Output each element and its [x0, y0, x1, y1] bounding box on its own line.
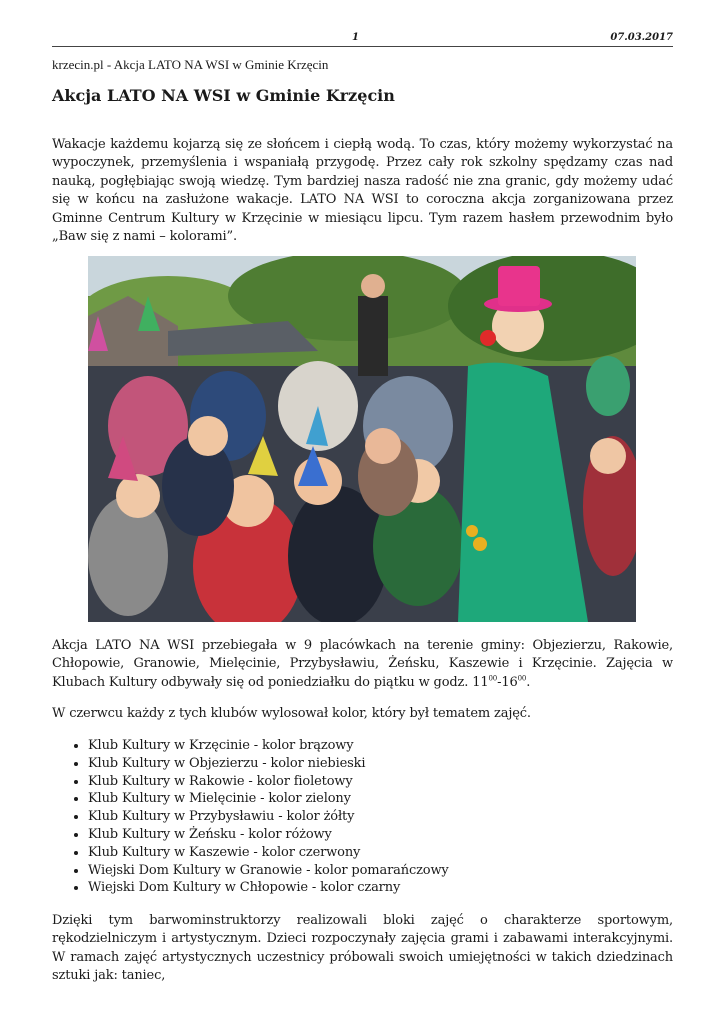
list-item: • Klub Kultury w Żeńsku - kolor różowy [88, 826, 449, 844]
intro-paragraph: Wakacje każdemu kojarzą się ze słońcem i ciepłą wodą. To czas, który możemy wykorzystać na wypoczynek, przemyślenia i wspaniałą przygodę. Przez cały rok szkolny spędzamy czas nad nauką, pogłębiając swoją wiedzę. Tym bardziej nasza radość nie zna granic, gdy możemy udać się w końcu na zasłużone wakacje. LATO NA WSI to coroczna akcja zorganizowana przez Gminne Centrum Kultury w Krzęcinie w miesiącu lipcu. Tym razem hasłem przewodnim było „Baw się z nami – kolorami”. [52, 137, 673, 245]
locations-text: Akcja LATO NA WSI przebiegała w 9 placówkach na terenie gminy: Objezierzu, Rakowie, Chłopowie, Granowie, Mielęcinie, Przybysławiu, Żeńsku, Kaszewie i Krzęcinie. Zajęcia w Klubach Kultury odbywały się od poniedziałku do piątku w godz. 11 [52, 638, 673, 690]
hour-dash: -16 [497, 674, 518, 690]
article-title: Akcja LATO NA WSI w Gminie Krzęcin [52, 86, 395, 105]
list-item: • Wiejski Dom Kultury w Chłopowie - kolor czarny [88, 879, 449, 897]
page-number: 1 [352, 32, 359, 43]
list-item: • Klub Kultury w Mielęcinie - kolor zielony [88, 790, 449, 808]
list-item: • Klub Kultury w Kaszewie - kolor czerwony [88, 844, 449, 862]
header-date: 07.03.2017 [610, 32, 673, 43]
clubs-list [72, 737, 449, 897]
color-draw-paragraph: W czerwcu każdy z tych klubów wylosował kolor, który był tematem zajęć. [52, 706, 531, 721]
activities-paragraph: Dzięki tym barwominstruktorzy realizowali bloki zajęć o charakterze sportowym, rękodzielniczym i artystycznym. Dzieci rozpoczynały zajęcia grami i zabawami interakcyjnymi. W ramach zajęć artystycznych uczestnicy próbowali swoich umiejętności w takich dziedzinach sztuki jak: taniec, [52, 913, 673, 984]
locations-end: . [526, 674, 531, 690]
hour-start-minutes: 00 [488, 674, 498, 683]
article-photo [88, 256, 636, 622]
list-item: • Klub Kultury w Rakowie - kolor fioletowy [88, 773, 449, 791]
list-item: • Klub Kultury w Krzęcinie - kolor brązowy [88, 737, 449, 755]
source-line: krzecin.pl - Akcja LATO NA WSI w Gminie Krzęcin [52, 57, 329, 72]
hour-end-minutes: 00 [517, 674, 527, 683]
photo-clown-with-children-icon [88, 256, 636, 622]
page-header [52, 30, 673, 47]
list-item: • Klub Kultury w Przybysławiu - kolor żółty [88, 808, 449, 826]
list-item: • Klub Kultury w Objezierzu - kolor niebieski [88, 755, 449, 773]
locations-paragraph [52, 637, 673, 692]
list-item: • Wiejski Dom Kultury w Granowie - kolor pomarańczowy [88, 862, 449, 880]
